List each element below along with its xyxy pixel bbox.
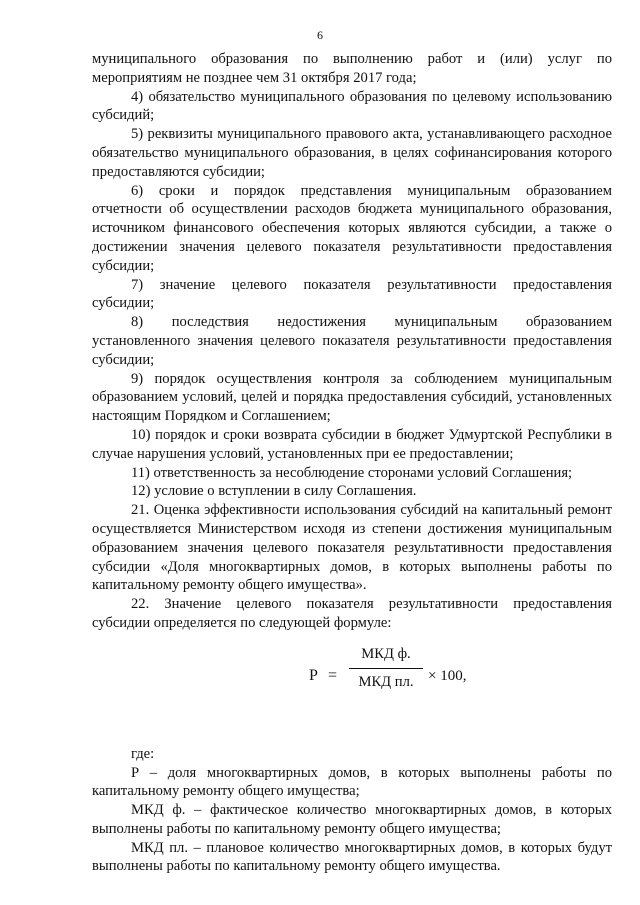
definition-mkd-fact: МКД ф. – фактическое количество многоквартирных домов, в которых выполнены работы по капитальному ремонту общего имущества; bbox=[92, 802, 612, 837]
definition-p: Р – доля многоквартирных домов, в которых выполнены работы по капитальному ремонту общего имущества; bbox=[92, 764, 612, 800]
list-item-9: 9) порядок осуществления контроля за соблюдением муниципальным образованием условий, целей и порядка предоставления субсидий, установленных настоящим Порядком и Соглашением; bbox=[92, 370, 612, 425]
list-item-7: 7) значение целевого показателя результативности предоставления субсидии; bbox=[92, 276, 612, 312]
list-item-8: 8) последствия недостижения муниципальным образованием установленного значения целевого показателя результативности предоставления субсидии; bbox=[92, 314, 612, 368]
where-label: где: bbox=[131, 745, 155, 762]
list-item-11: 11) ответственность за несоблюдение сторонами условий Соглашения; bbox=[131, 464, 573, 481]
list-item-12: 12) условие о вступлении в силу Соглашения. bbox=[131, 483, 417, 500]
formula-lhs: Р bbox=[309, 666, 318, 684]
definition-mkd-plan: МКД пл. – плановое количество многоквартирных домов, в которых будут выполнены работы по капитальному ремонту общего имущества. bbox=[92, 839, 612, 875]
formula-equals: = bbox=[328, 666, 338, 684]
fraction-bar bbox=[349, 668, 423, 669]
page-number: 6 bbox=[317, 28, 323, 42]
document-body bbox=[92, 50, 612, 876]
clause-21: 21. Оценка эффективности использования субсидий на капитальный ремонт осуществляется Министерством исходя из степени достижения муниципальным образованием значения целевого показателя результативности предоставления субсидии «Доля многоквартирных домов, в которых выполнены работы по капитальному ремонту общего имущества». bbox=[92, 502, 612, 594]
paragraph-continuation: муниципального образования по выполнению работ и (или) услуг по мероприятиям не позднее чем 31 октября 2017 года; bbox=[92, 51, 612, 86]
clause-22: 22. Значение целевого показателя результативности предоставления субсидии определяется по следующей формуле: bbox=[92, 596, 612, 631]
list-item-4: 4) обязательство муниципального образования по целевому использованию субсидий; bbox=[92, 88, 612, 124]
formula-fraction bbox=[349, 645, 423, 691]
list-item-5: 5) реквизиты муниципального правового акта, устанавливающего расходное обязательство муниципального образования, в целях софинансирования которого предоставляются субсидии; bbox=[92, 126, 612, 180]
list-item-6: 6) сроки и порядок представления муниципальным образованием отчетности об осуществлении расходов бюджета муниципального образования, источником финансового обеспечения которых являются субсидии, а также о достижении значения целевого показателя результативности предоставления субсидии; bbox=[92, 182, 612, 274]
formula bbox=[92, 645, 612, 717]
list-item-10: 10) порядок и сроки возврата субсидии в бюджет Удмуртской Республики в случае нарушения условий, установленных при ее предоставлении; bbox=[92, 426, 612, 462]
formula-numerator: МКД ф. bbox=[361, 645, 411, 662]
formula-denominator: МКД пл. bbox=[358, 673, 414, 690]
formula-multiplier: × 100, bbox=[428, 667, 467, 684]
